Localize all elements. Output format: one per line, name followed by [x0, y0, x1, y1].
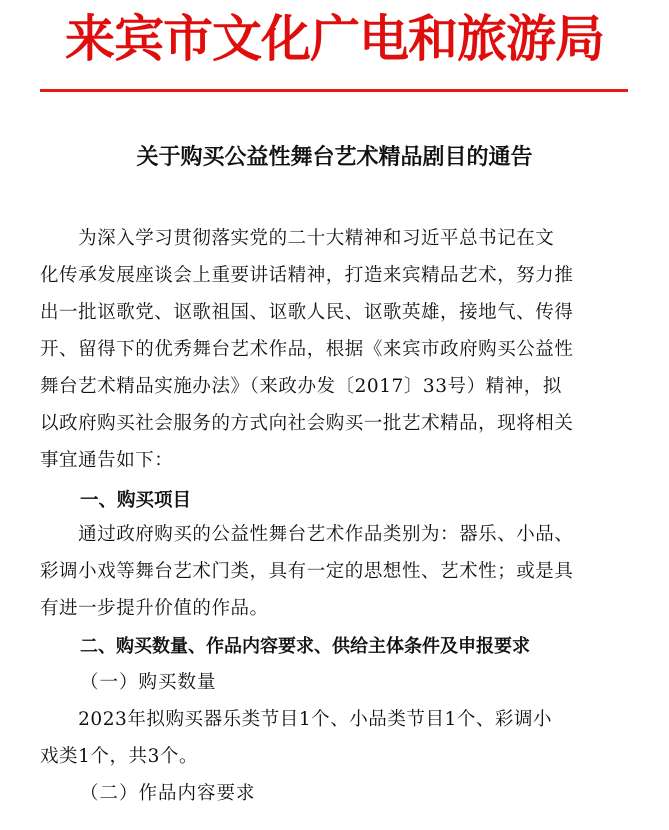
paragraph-line: 戏类1个，共3个。	[40, 746, 198, 767]
red-divider-line	[40, 89, 628, 92]
paragraph-line: 舞台艺术精品实施办法》（来政办发〔2017〕33号）精神，拟	[40, 376, 562, 397]
subsection-heading-1: （一）购买数量	[80, 672, 217, 693]
document-title: 关于购买公益性舞台艺术精品剧目的通告	[136, 145, 533, 170]
paragraph-line: 开、留得下的优秀舞台艺术作品，根据《来宾市政府购买公益性	[40, 339, 574, 360]
paragraph-line: 化传承发展座谈会上重要讲话精神，打造来宾精品艺术，努力推	[40, 265, 574, 286]
paragraph-line: 出一批讴歌党、讴歌祖国、讴歌人民、讴歌英雄，接地气、传得	[40, 302, 574, 323]
subsection-1-paragraph	[40, 701, 630, 775]
paragraph-line: 为深入学习贯彻落实党的二十大精神和习近平总书记在文	[40, 228, 555, 249]
subsection-heading-2: （二）作品内容要求	[80, 783, 256, 804]
section-heading-2: 二、购买数量、作品内容要求、供给主体条件及申报要求	[80, 636, 530, 657]
section-heading-1: 一、购买项目	[80, 490, 192, 511]
paragraph-line: 通过政府购买的公益性舞台艺术作品类别为：器乐、小品、	[40, 524, 574, 545]
paragraph-line: 彩调小戏等舞台艺术门类，具有一定的思想性、艺术性；或是具	[40, 561, 574, 582]
section-1-paragraph	[40, 516, 630, 627]
paragraph-line: 事宜通告如下：	[40, 450, 174, 471]
paragraph-line: 有进一步提升价值的作品。	[40, 598, 269, 619]
paragraph-line: 2023年拟购买器乐类节目1个、小品类节目1个、彩调小	[40, 709, 553, 730]
paragraph-line: 以政府购买社会服务的方式向社会购买一批艺术精品，现将相关	[40, 413, 574, 434]
masthead: 来宾市文化广电和旅游局	[65, 9, 604, 68]
intro-paragraph	[40, 220, 630, 479]
